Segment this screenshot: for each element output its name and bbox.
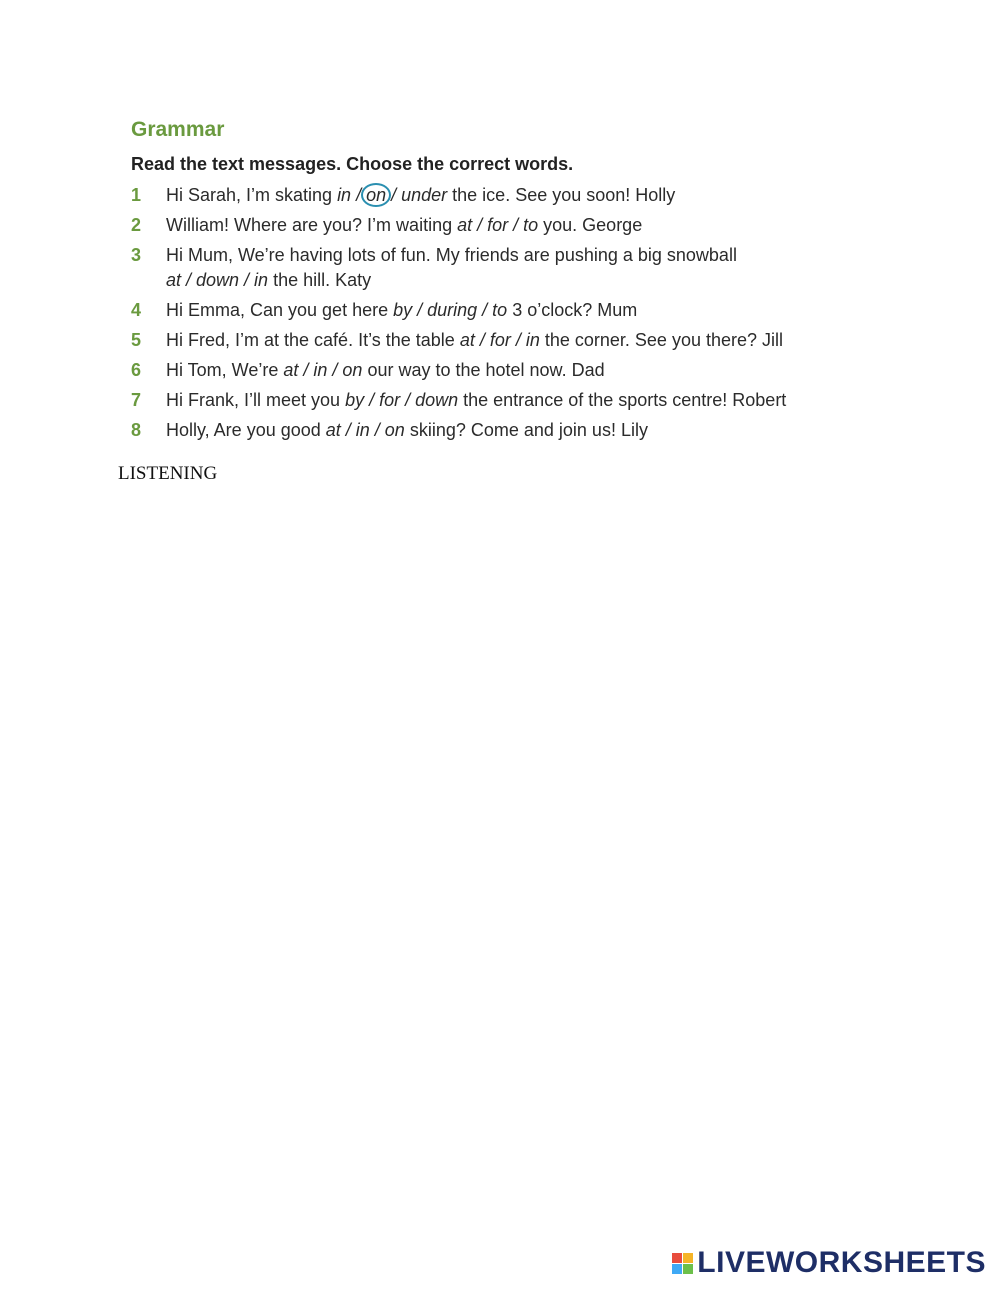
item-number: 7 (131, 390, 142, 410)
item-text: you. George (538, 215, 643, 235)
item-text: Hi Sarah, I’m skating (166, 185, 338, 205)
item-options[interactable]: at / down / in (166, 270, 269, 290)
item-options[interactable]: by / during / to (393, 300, 508, 320)
item-text: the hill. Katy (268, 270, 372, 290)
item-text: our way to the hotel now. Dad (362, 360, 605, 380)
item-options[interactable]: in / (337, 185, 362, 205)
item-text: Hi Emma, Can you get here (166, 300, 394, 320)
section-title: Grammar (131, 118, 225, 141)
item-options[interactable]: by / for / down (345, 390, 459, 410)
list-item (131, 298, 891, 323)
item-text: the ice. See you soon! Holly (447, 185, 676, 205)
list-item (131, 388, 891, 413)
item-number: 5 (131, 330, 142, 350)
item-number: 6 (131, 360, 142, 380)
instruction: Read the text messages. Choose the correct words. (131, 154, 574, 174)
list-item (131, 213, 891, 238)
logo-mark-icon (672, 1253, 693, 1274)
list-item (131, 243, 891, 293)
item-text: the entrance of the sports centre! Robert (458, 390, 787, 410)
item-options[interactable]: at / in / on (325, 420, 405, 440)
item-text: skiing? Come and join us! Lily (404, 420, 648, 440)
circled-answer[interactable]: on (361, 183, 391, 207)
item-number: 8 (131, 420, 142, 440)
list-item (131, 183, 891, 208)
item-text: Hi Tom, We’re (166, 360, 284, 380)
logo-square-icon (672, 1253, 682, 1263)
item-number: 2 (131, 215, 142, 235)
list-item (131, 418, 891, 443)
exercise-list (131, 183, 891, 448)
liveworksheets-logo (672, 1246, 986, 1280)
logo-square-icon (683, 1264, 693, 1274)
item-options[interactable]: at / in / on (283, 360, 363, 380)
item-text: the corner. See you there? Jill (539, 330, 783, 350)
list-item (131, 358, 891, 383)
brand-name: LIVEWORKSHEETS (697, 1246, 986, 1279)
item-text: Hi Fred, I’m at the café. It’s the table (166, 330, 460, 350)
item-text: Hi Mum, We’re having lots of fun. My friends are pushing a big snowball (166, 245, 737, 265)
logo-square-icon (672, 1264, 682, 1274)
item-number: 3 (131, 245, 142, 265)
list-item (131, 328, 891, 353)
item-text: William! Where are you? I’m waiting (166, 215, 458, 235)
item-number: 4 (131, 300, 142, 320)
logo-square-icon (683, 1253, 693, 1263)
item-options[interactable]: / under (391, 185, 448, 205)
item-options[interactable]: at / for / to (457, 215, 539, 235)
item-text: Hi Frank, I’ll meet you (166, 390, 346, 410)
listening-heading: LISTENING (118, 463, 218, 484)
item-text: 3 o’clock? Mum (507, 300, 638, 320)
item-text: Holly, Are you good (166, 420, 326, 440)
item-number: 1 (131, 185, 142, 205)
item-options[interactable]: at / for / in (459, 330, 540, 350)
